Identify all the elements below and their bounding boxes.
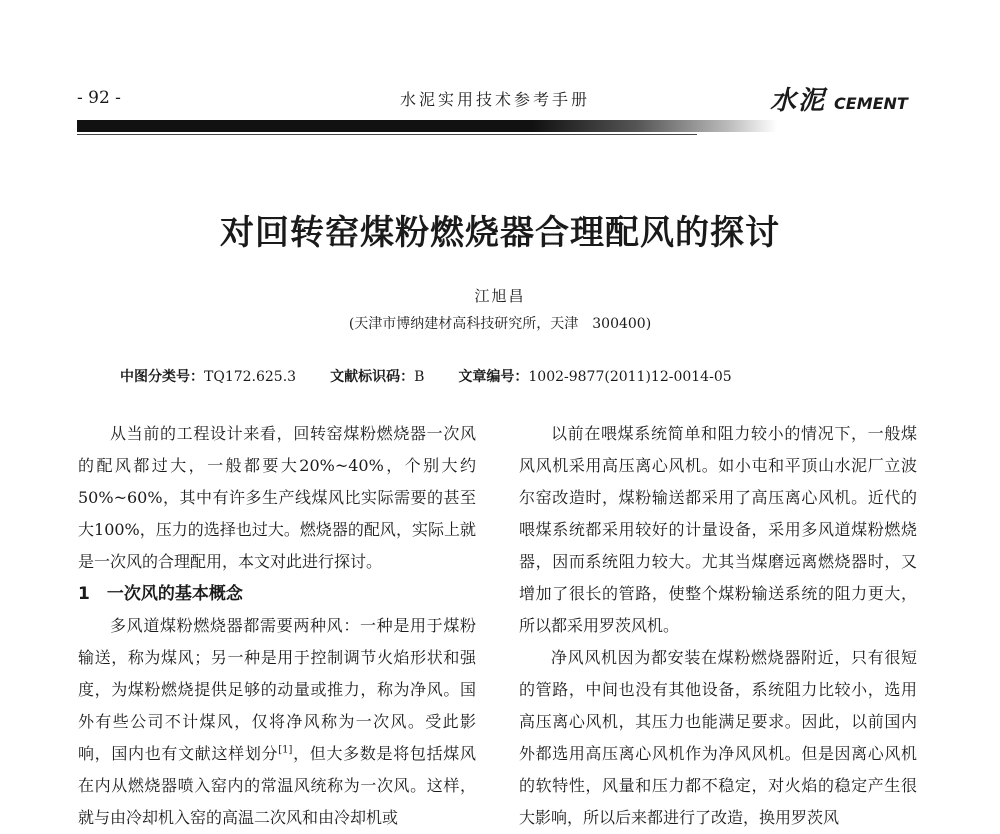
article-title: 对回转窑煤粉燃烧器合理配风的探讨 [220, 213, 780, 253]
section-heading-1: 1 一次风的基本概念 [78, 584, 243, 604]
classification-line [120, 366, 732, 386]
clc-label: 中图分类号： [120, 369, 204, 385]
article-number-label: 文章编号： [458, 369, 529, 385]
document-code [330, 366, 424, 386]
logo-english-text: CEMENT [834, 94, 908, 113]
right-column [519, 418, 917, 834]
running-title: 水泥实用技术参考手册 [400, 90, 591, 109]
article-number [458, 366, 731, 386]
document-code-value: B [414, 369, 425, 385]
article-number-value: 1002-9877(2011)12-0014-05 [528, 369, 732, 385]
document-code-label: 文献标识码： [330, 369, 415, 385]
header-rule [77, 120, 777, 132]
left-column [78, 418, 476, 834]
page-number: - 92 - [77, 88, 121, 108]
intro-paragraph: 从当前的工程设计来看，回转窑煤粉燃烧器一次风的配风都过大，一般都要大20%~40%，个别大约50%~60%，其中有许多生产线煤风比实际需要的甚至大100%，压力的选择也过大。燃烧器的配风，实际上就是一次风的合理配用，本文对此进行探讨。 [78, 424, 476, 571]
section-1-text-a: 多风道煤粉燃烧器都需要两种风：一种是用于煤粉输送，称为煤风；另一种是用于控制调节火焰形状和强度，为煤粉燃烧提供足够的动量或推力，称为净风。国外有些公司不计煤风，仅将净风称为一次风。受此影响，国内也有文献这样划分 [78, 616, 476, 763]
clc-value: TQ172.625.3 [204, 369, 297, 385]
coal-fan-paragraph: 以前在喂煤系统简单和阻力较小的情况下，一般煤风风机采用高压离心风机。如小屯和平顶山水泥厂立波尔窑改造时，煤粉输送都采用了高压离心风机。近代的喂煤系统都采用较好的计量设备，采用多风道煤粉燃烧器，因而系统阻力较大。尤其当煤磨远离燃烧器时，又增加了很长的管路，使整个煤粉输送系统的阻力更大，所以都采用罗茨风机。 [519, 424, 917, 635]
clc-number [120, 366, 296, 386]
section-1-paragraph [78, 610, 476, 834]
author-name: 江旭昌 [474, 287, 526, 305]
journal-logo [770, 80, 908, 117]
section-1-text-b: ，但大多数是将包括煤风在内从燃烧器喷入窑内的常温风统称为一次风。这样，就与由冷却机入窑的高温二次风和由冷却机或 [78, 744, 476, 827]
logo-chinese-text: 水泥 [770, 86, 827, 116]
citation-ref-1: [1] [278, 744, 293, 756]
header-fine-rule [77, 134, 697, 135]
clean-air-fan-paragraph: 净风风机因为都安装在煤粉燃烧器附近，只有很短的管路，中间也没有其他设备，系统阻力比较小，选用高压离心风机，其压力也能满足要求。因此，以前国内外都选用高压离心风机作为净风风机。但是因离心风机的软特性，风量和压力都不稳定，对火焰的稳定产生很大影响，所以后来都进行了改造，换用罗茨风 [519, 648, 917, 827]
author-affiliation: (天津市博纳建材高科技研究所，天津 300400) [348, 316, 652, 332]
